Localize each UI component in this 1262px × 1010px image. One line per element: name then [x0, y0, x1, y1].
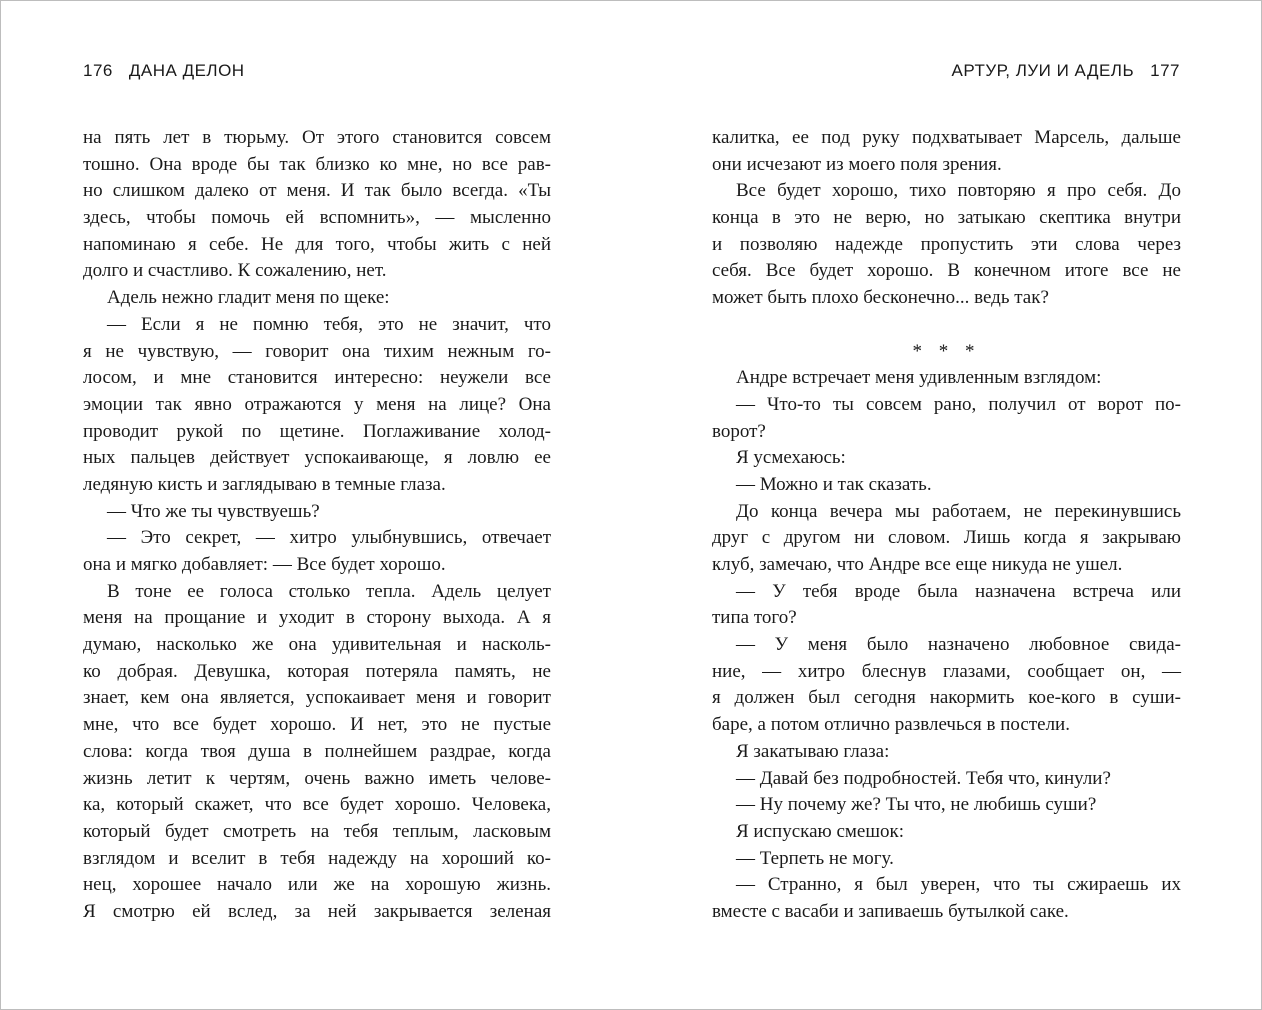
text-line: она и мягко добавляет: — Все будет хорошо.: [83, 554, 446, 575]
text-line: знает, кем она является, успокаивает меня и говорит: [83, 687, 551, 709]
text-line: До конца вечера мы работаем, не перекинувшись: [736, 500, 1181, 522]
text-line: Андре встречает меня удивленным взглядом:: [736, 367, 1102, 389]
left-body-text: [83, 125, 551, 926]
text-line: слова: когда твоя душа в полнейшем раздрае, когда: [83, 740, 551, 762]
text-line: ко добрая. Девушка, которая потеряла память, не: [83, 660, 551, 682]
text-line: нец, хорошее начало или же на хорошую жизнь.: [83, 874, 551, 896]
text-line: я не чувствую, — говорит она тихим нежным го-: [83, 340, 551, 362]
text-line: эмоции так явно отражаются у меня на лице? Она: [83, 393, 551, 415]
text-line: В тоне ее голоса столько тепла. Адель целует: [107, 580, 551, 602]
left-page-number: 176: [83, 61, 113, 80]
text-line: — Что-то ты совсем рано, получил от ворот по-: [736, 393, 1181, 415]
text-line: здесь, чтобы помочь ей вспомнить», — мысленно: [83, 207, 551, 229]
text-line: — Ну почему же? Ты что, не любишь суши?: [736, 794, 1097, 816]
text-line: ние, — хитро блеснув глазами, сообщает он, —: [712, 660, 1181, 682]
text-line: я должен был сегодня накормить кое-кого в суши-: [712, 687, 1181, 709]
text-line: ворот?: [712, 420, 766, 442]
text-line: который будет смотреть на тебя теплым, ласковым: [83, 820, 551, 842]
text-line: — Странно, я был уверен, что ты сжираешь их: [736, 874, 1181, 896]
text-line: лосом, и мне становится интересно: неужели все: [83, 367, 551, 389]
text-line: Все будет хорошо, тихо повторяю я про себя. До: [736, 180, 1181, 202]
left-running-header: [83, 61, 245, 81]
text-line: — Если я не помню тебя, это не значит, что: [107, 313, 551, 335]
text-line: себя. Все будет хорошо. В конечном итоге все не: [712, 260, 1181, 282]
text-line: — Что же ты чувствуешь?: [107, 500, 320, 522]
text-line: баре, а потом отлично развлечься в постели.: [712, 714, 1070, 736]
text-line: они исчезают из моего поля зрения.: [712, 153, 1002, 175]
text-line: думаю, насколько же она удивительная и насколь-: [83, 634, 551, 656]
right-running-header: [952, 61, 1180, 81]
text-line: ка, который скажет, что все будет хорошо. Человека,: [83, 794, 551, 816]
text-line: напоминаю я себе. Не для того, чтобы жить с ней: [83, 233, 551, 255]
text-line: — Давай без подробностей. Тебя что, кинули?: [736, 767, 1111, 789]
text-line: ледяную кисть и заглядываю в темные глаза.: [83, 473, 446, 495]
text-line: и позволяю надежде пропустить эти слова через: [712, 233, 1181, 255]
text-line: — У меня было назначено любовное свида-: [736, 634, 1181, 656]
text-line: — Терпеть не могу.: [736, 847, 894, 869]
text-line: меня на прощание и уходит в сторону выхода. А я: [83, 607, 551, 629]
text-line: Я усмехаюсь:: [736, 447, 846, 469]
text-line: — Это секрет, — хитро улыбнувшись, отвечает: [107, 527, 551, 549]
text-line: ных пальцев действует успокаивающе, я ловлю ее: [83, 447, 551, 469]
text-line: долго и счастливо. К сожалению, нет.: [83, 260, 387, 282]
text-line: типа того?: [712, 607, 797, 629]
text-line: Я испускаю смешок:: [736, 820, 904, 842]
text-line: Я смотрю ей вслед, за ней закрывается зеленая: [83, 900, 551, 922]
text-line: жизнь летит к чертям, очень важно иметь челове-: [83, 767, 551, 789]
right-page: [632, 1, 1261, 1009]
text-line: клуб, замечаю, что Андре все еще никуда не ушел.: [712, 554, 1123, 575]
text-line: мне, что все будет хорошо. И нет, это не пустые: [83, 714, 551, 736]
section-break: * * *: [912, 340, 981, 362]
text-line: но слишком далеко от меня. И так было всегда. «Ты: [83, 180, 551, 202]
text-line: может быть плохо бесконечно... ведь так?: [712, 287, 1049, 309]
text-line: калитка, ее под руку подхватывает Марсель, дальше: [712, 127, 1181, 148]
text-line: — У тебя вроде была назначена встреча или: [736, 580, 1181, 602]
right-body-text: [712, 125, 1181, 926]
left-running-head: ДАНА ДЕЛОН: [128, 61, 245, 80]
text-line: Я закатываю глаза:: [736, 740, 890, 762]
text-line: друг с другом ни словом. Лишь когда я закрываю: [712, 527, 1181, 549]
text-line: взглядом и вселит в тебя надежду на хороший ко-: [83, 847, 551, 869]
text-line: вместе с васаби и запиваешь бутылкой саке.: [712, 900, 1069, 922]
text-line: конца в это не верю, но затыкаю скептика внутри: [712, 207, 1181, 229]
right-running-head: АРТУР, ЛУИ И АДЕЛЬ: [951, 61, 1135, 80]
text-line: — Можно и так сказать.: [736, 473, 932, 495]
text-line: тошно. Она вроде бы так близко ко мне, но все рав-: [83, 153, 551, 175]
left-page: [1, 1, 632, 1009]
text-line: на пять лет в тюрьму. От этого становится совсем: [83, 127, 551, 148]
text-line: проводит рукой по щетине. Поглаживание холод-: [83, 420, 551, 442]
right-page-number: 177: [1150, 61, 1180, 80]
text-line: Адель нежно гладит меня по щеке:: [107, 287, 390, 309]
